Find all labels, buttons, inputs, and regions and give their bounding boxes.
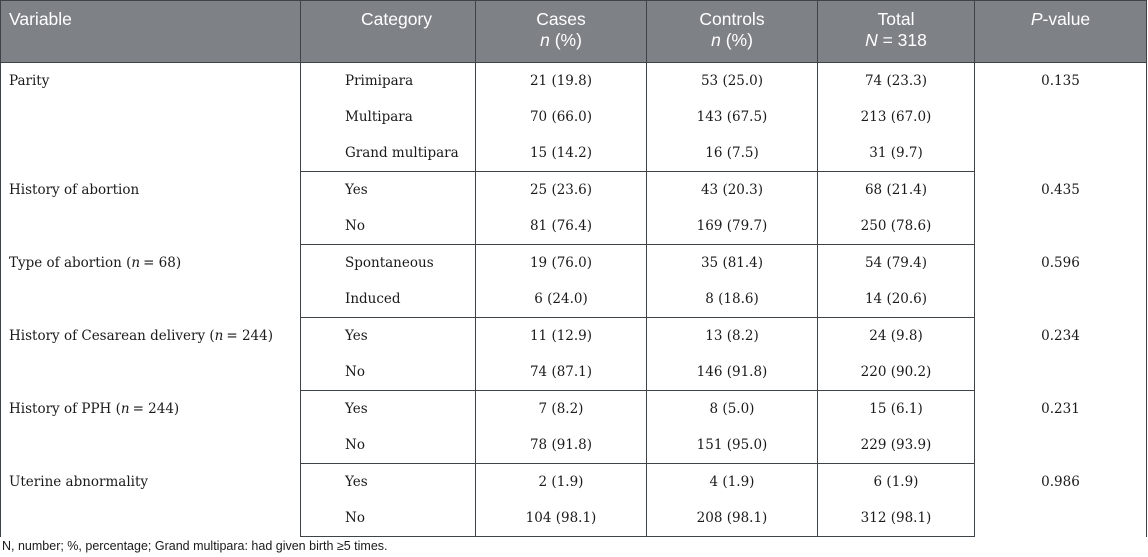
cases-cell: 21 (19.8) xyxy=(476,63,647,100)
variable-n-symbol: n xyxy=(120,400,130,417)
table-row xyxy=(1,172,1147,209)
table-row xyxy=(1,245,1147,282)
variable-label: Uterine abnormality xyxy=(9,473,149,490)
pvalue-cell: 0.135 xyxy=(975,63,1147,172)
total-cell: 68 (21.4) xyxy=(818,172,975,209)
controls-cell: 43 (20.3) xyxy=(647,172,818,209)
pvalue-cell: 0.435 xyxy=(975,172,1147,245)
controls-cell: 4 (1.9) xyxy=(647,464,818,501)
total-cell: 213 (67.0) xyxy=(818,99,975,135)
cases-cell: 11 (12.9) xyxy=(476,318,647,355)
header-pvalue-rest: -value xyxy=(1042,9,1091,29)
header-controls-unit-pct: (%) xyxy=(720,30,753,50)
variable-n-value: = 244) xyxy=(132,400,180,417)
pvalue-cell: 0.596 xyxy=(975,245,1147,318)
total-cell: 220 (90.2) xyxy=(818,354,975,391)
header-variable: Variable xyxy=(1,1,301,63)
category-cell: No xyxy=(301,500,476,537)
total-cell: 312 (98.1) xyxy=(818,500,975,537)
cases-cell: 104 (98.1) xyxy=(476,500,647,537)
category-cell: Yes xyxy=(301,172,476,209)
header-pvalue-p: P xyxy=(1030,9,1043,29)
pvalue-cell: 0.986 xyxy=(975,464,1147,537)
header-row xyxy=(1,1,1147,63)
cases-cell: 19 (76.0) xyxy=(476,245,647,282)
controls-cell: 35 (81.4) xyxy=(647,245,818,282)
header-cases-label: Cases xyxy=(536,9,586,29)
category-cell: Spontaneous xyxy=(301,245,476,282)
category-cell: No xyxy=(301,427,476,464)
category-cell: No xyxy=(301,354,476,391)
controls-cell: 143 (67.5) xyxy=(647,99,818,135)
header-cases-unit-pct: (%) xyxy=(549,30,582,50)
pvalue-cell: 0.234 xyxy=(975,318,1147,391)
variable-cell xyxy=(1,318,301,391)
total-cell: 229 (93.9) xyxy=(818,427,975,464)
category-cell: Yes xyxy=(301,391,476,428)
controls-cell: 16 (7.5) xyxy=(647,135,818,172)
header-total-label: Total xyxy=(877,9,915,29)
category-cell: Multipara xyxy=(301,99,476,135)
controls-cell: 13 (8.2) xyxy=(647,318,818,355)
variable-n-symbol: n xyxy=(131,254,141,271)
variable-n-symbol: n xyxy=(214,327,224,344)
variable-cell xyxy=(1,391,301,464)
table-row xyxy=(1,318,1147,355)
table-row xyxy=(1,464,1147,501)
controls-cell: 8 (5.0) xyxy=(647,391,818,428)
cases-cell: 25 (23.6) xyxy=(476,172,647,209)
header-pvalue xyxy=(975,1,1147,63)
table-row xyxy=(1,391,1147,428)
category-cell: No xyxy=(301,208,476,245)
cases-cell: 2 (1.9) xyxy=(476,464,647,501)
variable-label: Type of abortion ( xyxy=(9,254,132,271)
total-cell: 31 (9.7) xyxy=(818,135,975,172)
header-cases-unit-n: n xyxy=(540,30,550,50)
pvalue-cell: 0.231 xyxy=(975,391,1147,464)
cases-cell: 7 (8.2) xyxy=(476,391,647,428)
total-cell: 54 (79.4) xyxy=(818,245,975,282)
controls-cell: 8 (18.6) xyxy=(647,281,818,318)
controls-cell: 53 (25.0) xyxy=(647,63,818,100)
total-cell: 15 (6.1) xyxy=(818,391,975,428)
controls-cell: 151 (95.0) xyxy=(647,427,818,464)
category-cell: Yes xyxy=(301,318,476,355)
header-cases xyxy=(476,1,647,63)
total-cell: 74 (23.3) xyxy=(818,63,975,100)
controls-cell: 208 (98.1) xyxy=(647,500,818,537)
header-total xyxy=(818,1,975,63)
variable-cell xyxy=(1,63,301,172)
variable-label: History of Cesarean delivery ( xyxy=(9,327,215,344)
variable-label: History of PPH ( xyxy=(9,400,121,417)
header-controls-unit-n: n xyxy=(711,30,721,50)
variable-label: Parity xyxy=(9,73,50,89)
total-cell: 6 (1.9) xyxy=(818,464,975,501)
cases-cell: 78 (91.8) xyxy=(476,427,647,464)
controls-cell: 146 (91.8) xyxy=(647,354,818,391)
header-total-unit-val: = 318 xyxy=(877,30,927,50)
cases-cell: 74 (87.1) xyxy=(476,354,647,391)
header-category: Category xyxy=(301,1,476,63)
header-controls-label: Controls xyxy=(699,9,765,29)
category-cell: Primipara xyxy=(301,63,476,100)
table-row xyxy=(1,63,1147,100)
total-cell: 24 (9.8) xyxy=(818,318,975,355)
table-footnote: N, number; %, percentage; Grand multipara: had given birth ≥5 times. xyxy=(2,539,388,553)
category-cell: Yes xyxy=(301,464,476,501)
table-body xyxy=(1,63,1147,537)
total-cell: 250 (78.6) xyxy=(818,208,975,245)
header-total-unit-n: N xyxy=(865,30,878,50)
cases-cell: 81 (76.4) xyxy=(476,208,647,245)
variable-cell xyxy=(1,245,301,318)
category-cell: Grand multipara xyxy=(301,135,476,172)
cases-cell: 15 (14.2) xyxy=(476,135,647,172)
category-cell: Induced xyxy=(301,281,476,318)
variable-cell xyxy=(1,464,301,537)
cases-cell: 6 (24.0) xyxy=(476,281,647,318)
header-controls xyxy=(647,1,818,63)
variable-n-value: = 244) xyxy=(226,327,273,344)
variable-n-value: = 68) xyxy=(143,254,182,271)
table-header xyxy=(1,1,1147,63)
variable-cell xyxy=(1,172,301,245)
variable-label: History of abortion xyxy=(9,181,140,198)
total-cell: 14 (20.6) xyxy=(818,281,975,318)
controls-cell: 169 (79.7) xyxy=(647,208,818,245)
cases-cell: 70 (66.0) xyxy=(476,99,647,135)
